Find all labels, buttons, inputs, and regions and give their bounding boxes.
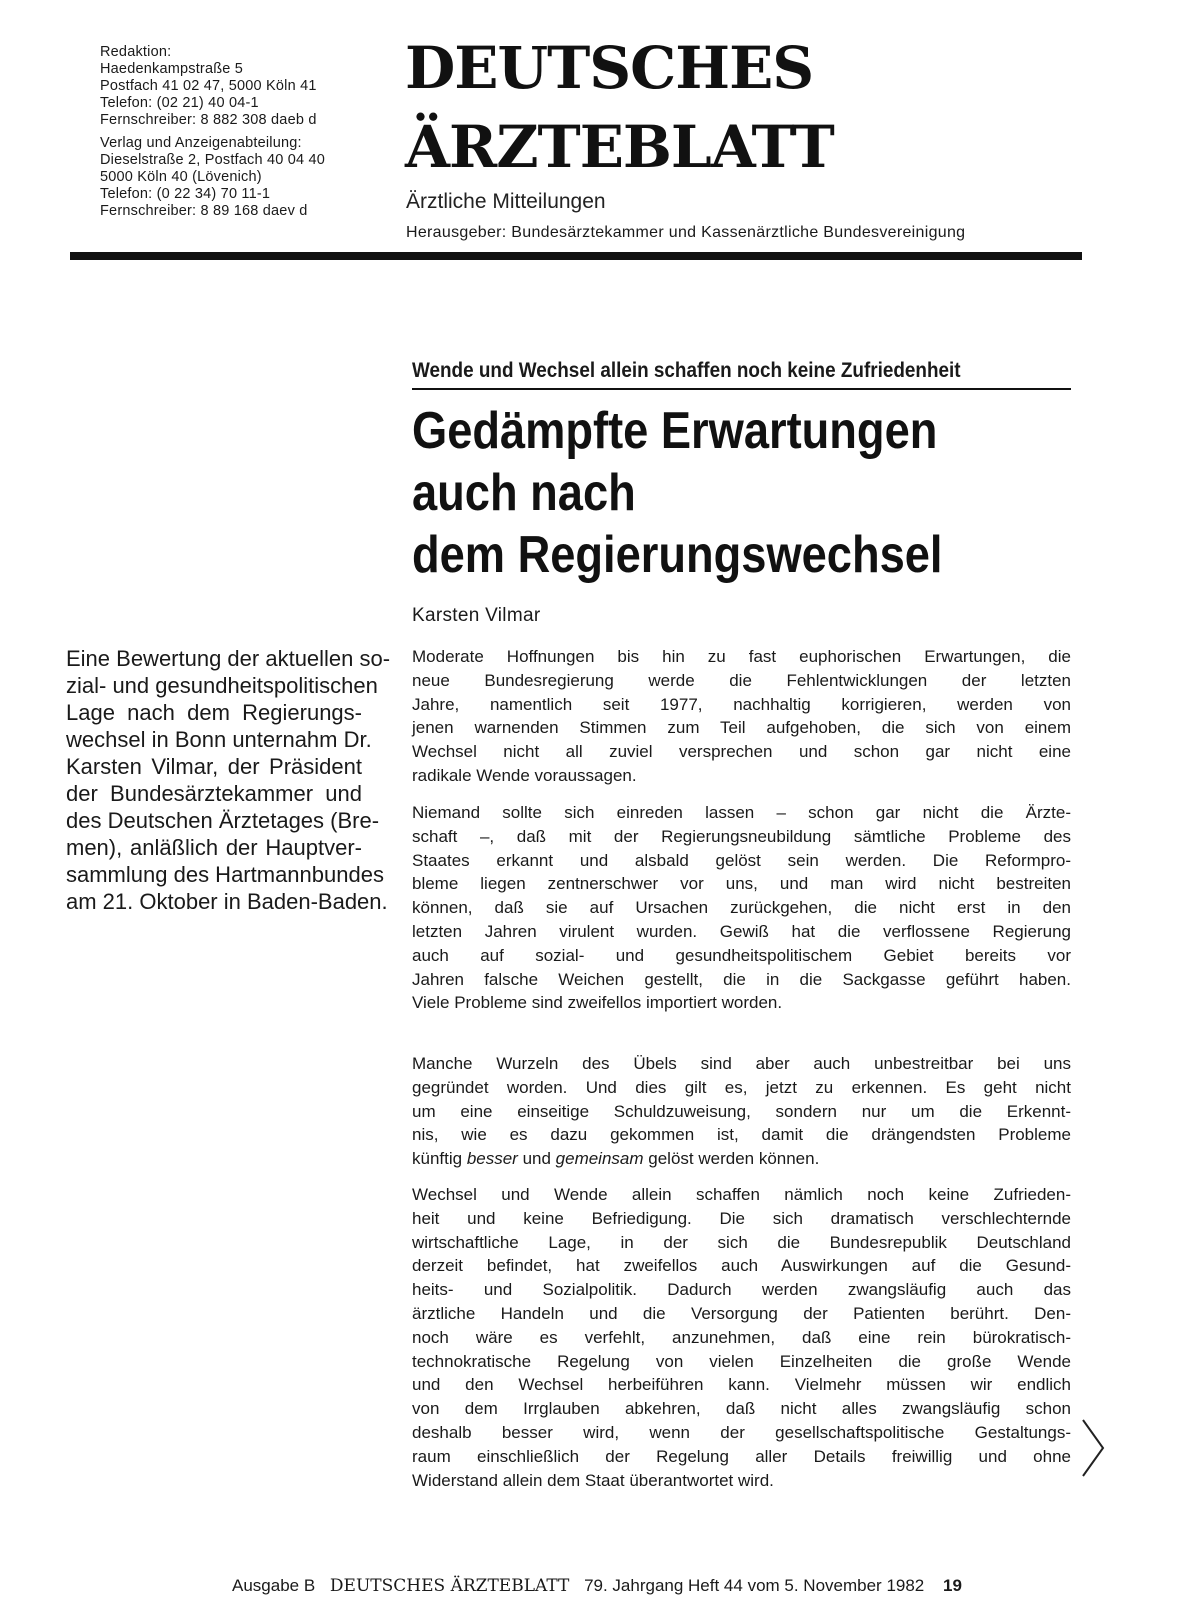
- masthead-subtitle: Ärztliche Mitteilungen: [406, 190, 606, 213]
- body-line: Staates erkannt und alsbald gelöst sein werden. Die Reformpro-: [412, 850, 1071, 870]
- body-line: heits- und Sozialpolitik. Dadurch werden zwangsläufig auch das: [412, 1280, 1071, 1300]
- intro-line: sammlung des Hartmannbundes: [66, 862, 384, 887]
- page-number: 19: [943, 1576, 962, 1595]
- emphasis-gemeinsam: gemeinsam: [555, 1149, 644, 1169]
- article-kicker: Wende und Wechsel allein schaffen noch keine Zufriedenheit: [412, 359, 961, 382]
- body-line: radikale Wende voraussagen.: [412, 765, 637, 785]
- footer-issue: 79. Jahrgang Heft 44 vom 5. November 1982: [584, 1576, 925, 1595]
- body-paragraph-1: [412, 645, 1071, 788]
- address-line: 5000 Köln 40 (Lövenich): [100, 169, 262, 185]
- body-line: derzeit befindet, hat zweifellos auch Auswirkungen auf die Gesund-: [412, 1256, 1071, 1276]
- intro-line: der Bundesärztekammer und: [66, 781, 362, 806]
- body-line: können, daß sie auf Ursachen zurückgehen, die nicht erst in den: [412, 898, 1071, 918]
- address-verlag: [100, 135, 390, 220]
- body-line: und den Wechsel herbeiführen kann. Vielmehr müssen wir endlich: [412, 1375, 1071, 1395]
- article-intro: [66, 645, 391, 915]
- intro-line: Eine Bewertung der aktuellen so-: [66, 646, 391, 671]
- right-arrow-outline-icon: [1080, 1418, 1106, 1478]
- article-author: Karsten Vilmar: [412, 605, 541, 626]
- masthead-rule: [70, 252, 1082, 260]
- body-line: ärztliche Handeln und die Versorgung der Patienten berührt. Den-: [412, 1303, 1071, 1323]
- body-paragraph-3: [412, 1052, 1071, 1171]
- body-line: raum einschließlich der Regelung aller Details freiwillig und ohne: [412, 1446, 1071, 1466]
- body-paragraph-3-last-line: künftig besser und gemeinsam gelöst werden können.: [412, 1149, 820, 1169]
- body-line: Moderate Hoffnungen bis hin zu fast euphorischen Erwartungen, die: [412, 647, 1071, 666]
- intro-line: Lage nach dem Regierungs-: [66, 700, 362, 725]
- body-line: schaft –, daß mit der Regierungsneubildung sämtliche Probleme des: [412, 826, 1071, 846]
- headline-line-1: Gedämpfte Erwartungen: [412, 402, 938, 460]
- address-line: Verlag und Anzeigenabteilung:: [100, 135, 302, 151]
- body-line: Niemand sollte sich einreden lassen – schon gar nicht die Ärzte-: [412, 803, 1071, 822]
- address-line: Redaktion:: [100, 44, 172, 60]
- body-line: auch auf sozial- und gesundheitspolitischem Gebiet bereits vor: [412, 945, 1071, 965]
- body-line: neue Bundesregierung werde die Fehlentwicklungen der letzten: [412, 670, 1071, 690]
- body-line: Wechsel nicht all zuviel versprechen und schon gar nicht eine: [412, 742, 1071, 762]
- page-footer: [232, 1576, 962, 1596]
- intro-line: zial- und gesundheitspolitischen: [66, 673, 378, 698]
- body-line: deshalb besser wird, wenn der gesellschaftspolitische Gestaltungs-: [412, 1422, 1071, 1442]
- body-line: letzten Jahren virulent wurden. Gewiß hat die verflossene Regierung: [412, 921, 1071, 941]
- body-line: Jahre, namentlich seit 1977, nachhaltig korrigieren, werden von: [412, 694, 1071, 714]
- address-line: Telefon: (0 22 34) 70 11-1: [100, 186, 271, 202]
- body-line: gegründet worden. Und dies gilt es, jetzt zu erkennen. Es geht nicht: [412, 1077, 1071, 1097]
- body-line: heit und keine Befriedigung. Die sich dramatisch verschlechternde: [412, 1208, 1071, 1228]
- body-line: bleme liegen zentnerschwer vor uns, und man wird nicht bestreiten: [412, 874, 1071, 894]
- body-line: wirtschaftliche Lage, in der sich die Bundesrepublik Deutschland: [412, 1232, 1071, 1252]
- body-line: Wechsel und Wende allein schaffen nämlich noch keine Zufrieden-: [412, 1185, 1071, 1204]
- body-paragraph-2: [412, 801, 1071, 1015]
- headline-line-3: dem Regierungswechsel: [412, 526, 943, 584]
- address-line: Haedenkampstraße 5: [100, 61, 244, 77]
- address-line: Fernschreiber: 8 882 308 daeb d: [100, 112, 317, 128]
- intro-line: des Deutschen Ärztetages (Bre-: [66, 808, 380, 833]
- masthead-address: [100, 44, 390, 220]
- body-line: jenen warnenden Stimmen zum Teil aufgehoben, die sich von einem: [412, 718, 1071, 738]
- kicker-underline: [412, 388, 1071, 390]
- address-line: Dieselstraße 2, Postfach 40 04 40: [100, 152, 326, 168]
- masthead-title-line2: ÄRZTEBLATT: [405, 113, 834, 181]
- address-line: Telefon: (02 21) 40 04-1: [100, 95, 259, 111]
- body-line: noch wäre es verfehlt, anzunehmen, daß eine rein bürokratisch-: [412, 1327, 1071, 1347]
- body-line: Widerstand allein dem Staat überantwortet wird.: [412, 1470, 774, 1490]
- body-line: um eine einseitige Schuldzuweisung, sondern nur um die Erkennt-: [412, 1101, 1071, 1121]
- emphasis-besser: besser: [466, 1149, 518, 1169]
- intro-line: Karsten Vilmar, der Präsident: [66, 754, 362, 779]
- body-line: von dem Irrglauben abkehren, daß nicht alles zwangsläufig schon: [412, 1399, 1071, 1419]
- body-line: Jahren falsche Weichen gestellt, die in die Sackgasse geführt haben.: [412, 969, 1071, 989]
- body-line: Viele Probleme sind zweifellos importiert worden.: [412, 993, 783, 1013]
- body-paragraph-4: [412, 1183, 1071, 1492]
- address-redaktion: [100, 44, 390, 129]
- intro-line: am 21. Oktober in Baden-Baden.: [66, 889, 388, 914]
- address-line: Fernschreiber: 8 89 168 daev d: [100, 203, 308, 219]
- intro-line: men), anläßlich der Hauptver-: [66, 835, 362, 860]
- address-line: Postfach 41 02 47, 5000 Köln 41: [100, 78, 317, 94]
- masthead-title-line1: DEUTSCHES: [405, 34, 814, 102]
- footer-edition: Ausgabe B: [232, 1576, 316, 1595]
- headline-line-2: auch nach: [412, 464, 636, 522]
- masthead-publisher: Herausgeber: Bundesärztekammer und Kassenärztliche Bundesvereinigung: [406, 224, 966, 241]
- footer-masthead: DEUTSCHES ÄRZTEBLATT: [329, 1576, 570, 1596]
- body-line: technokratische Regelung von vielen Einzelheiten die große Wende: [412, 1351, 1071, 1371]
- body-line: nis, wie es dazu gekommen ist, damit die drängendsten Probleme: [412, 1125, 1071, 1145]
- intro-line: wechsel in Bonn unternahm Dr.: [66, 727, 372, 752]
- body-line: Manche Wurzeln des Übels sind aber auch unbestreitbar bei uns: [412, 1054, 1071, 1073]
